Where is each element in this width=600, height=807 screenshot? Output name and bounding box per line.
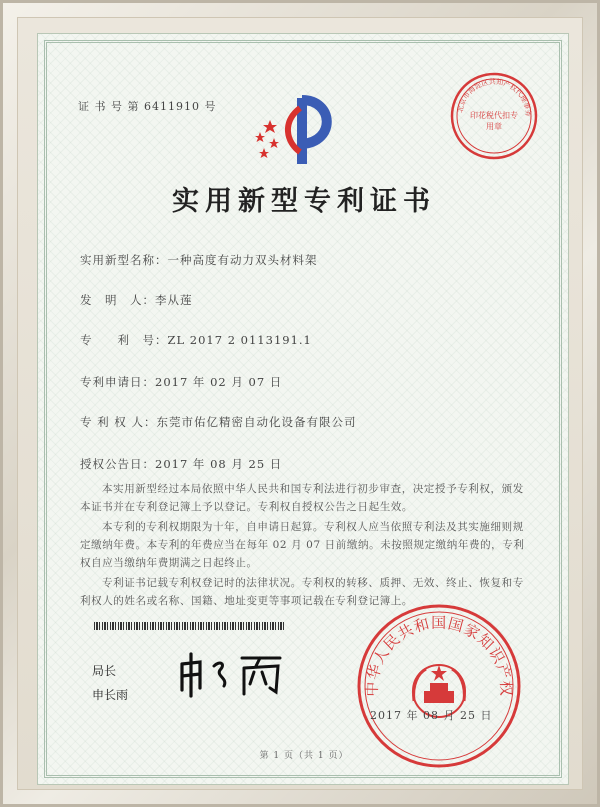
field-patent-value: ZL 2017 2 0113191.1 [167,333,312,347]
barcode [94,622,284,630]
field-name-label: 实用新型名称： [80,253,168,267]
field-filing-value: 2017 年 02 月 07 日 [155,375,283,389]
svg-text:中华人民共和国国家知识产权局 [354,601,515,697]
certificate-number: 证 书 号 第 6411910 号 [78,100,217,113]
field-filing-date [80,374,282,390]
handwritten-signature [176,650,296,704]
seal-date: 2017 年 08 月 25 日 [370,709,493,722]
field-patent-label: 专 利 号： [80,333,168,347]
page-number: 第 1 页（共 1 页） [259,751,349,761]
body-paragraph-2: 本专利的专利权期限为十年，自申请日起算。专利权人应当依照专利法及其实施细则规定缴纳年费。本专利的年费应当在每年 02 月 07 日前缴纳。未按照规定缴纳年费的，专利权自应当缴纳年费期满之日起终止。 [80,521,525,569]
certificate-title: 实用新型专利证书 [172,186,436,217]
field-holder-value: 东莞市佑亿精密自动化设备有限公司 [156,415,357,429]
field-filing-label: 专利申请日： [80,375,155,389]
signatory-title: 局长 [92,664,117,678]
field-inventor-value: 李从莲 [155,293,193,307]
field-holder [80,414,356,430]
certificate-paper [37,33,569,785]
field-holder-label: 专 利 权 人： [80,415,157,429]
tax-seal [448,70,540,166]
seal-ring-text: 中华人民共和国国家知识产权 [362,613,516,698]
tax-seal-inner-text: 印花税代扣专用章 [470,111,518,131]
body-paragraph-1: 本实用新型经过本局依照中华人民共和国专利法进行初步审查，决定授予专利权，颁发本证书并在专利登记簿上予以登记。专利权自授权公告之日起生效。 [80,483,524,513]
tax-seal-ring-text: 北京市海淀区共知产权代理事务 [456,77,533,117]
field-inventor [80,292,193,308]
body-paragraph-3: 专利证书记载专利权登记时的法律状况。专利权的转移、质押、无效、终止、恢复和专利权人的姓名或名称、国籍、地址变更等事项记载在专利登记簿上。 [80,577,524,607]
field-name-value: 一种高度有动力双头材料架 [167,253,318,267]
cnipa-logo [252,94,342,178]
field-announce-label: 授权公告日： [80,457,155,471]
field-patent-number [80,332,312,348]
field-announce-value: 2017 年 08 月 25 日 [155,457,283,471]
field-inventor-label: 发 明 人： [80,293,155,307]
field-name [80,252,318,268]
field-announce-date [80,456,282,472]
signatory-name: 申长雨 [92,688,129,702]
